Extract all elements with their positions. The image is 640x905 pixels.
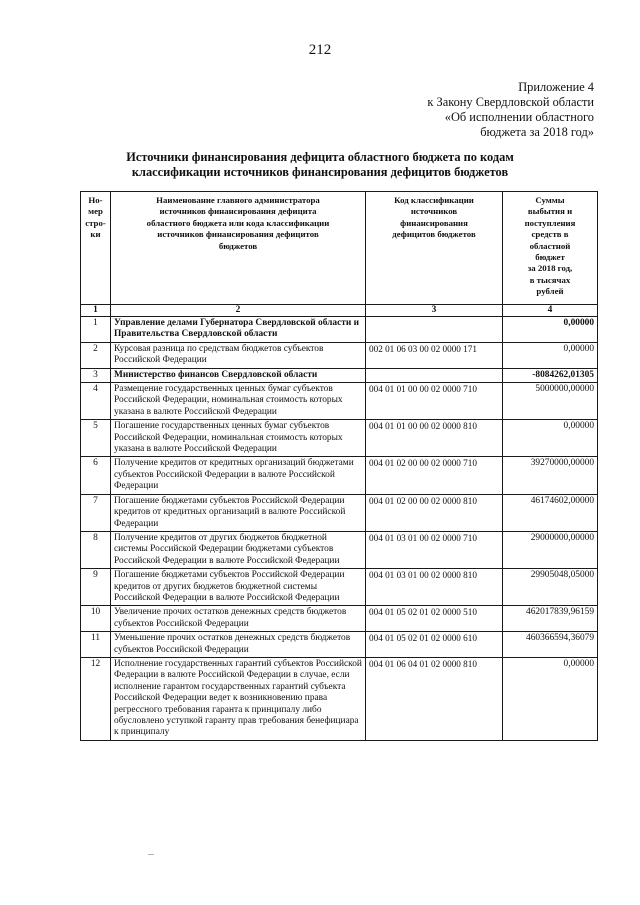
- row-name: Погашение государственных ценных бумаг субъектов Российской Федерации, номинальная стоимость которых указана в валюте Российской Федерации: [111, 420, 366, 457]
- row-number: 9: [81, 569, 111, 606]
- table-row: [81, 632, 598, 658]
- row-amount: 29000000,00000: [503, 531, 598, 568]
- header-row: [81, 192, 598, 305]
- row-code: 004 01 03 01 00 02 0000 810: [366, 569, 503, 606]
- row-number: 1: [81, 317, 111, 343]
- header-amount: Суммы выбытия и поступления средств в областной бюджет за 2018 год, в тысячах рублей: [503, 192, 598, 305]
- row-amount: 0,00000: [503, 657, 598, 740]
- row-number: 8: [81, 531, 111, 568]
- row-name: Получение кредитов от других бюджетов бюджетной системы Российской Федерации бюджетами субъектов Российской Федерации в валюте Российской Федерации: [111, 531, 366, 568]
- row-amount: 0,00000: [503, 420, 598, 457]
- row-code: 004 01 01 00 00 02 0000 810: [366, 420, 503, 457]
- table-row: [81, 531, 598, 568]
- table-row: [81, 342, 598, 368]
- header-number: Но- мер стро- ки: [81, 192, 111, 305]
- column-number-row: [81, 305, 598, 317]
- appendix-line: к Закону Свердловской области: [427, 95, 594, 109]
- row-code: 004 01 06 04 01 02 0000 810: [366, 657, 503, 740]
- appendix-note: [427, 80, 594, 140]
- row-name: Получение кредитов от кредитных организаций бюджетами субъектов Российской Федерации в валюте Российской Федерации: [111, 457, 366, 494]
- table-row: [81, 457, 598, 494]
- row-code: 004 01 05 02 01 02 0000 510: [366, 606, 503, 632]
- column-number: 3: [366, 305, 503, 317]
- table-row: [81, 383, 598, 420]
- column-number: 1: [81, 305, 111, 317]
- row-amount: 5000000,00000: [503, 383, 598, 420]
- table-row: [81, 494, 598, 531]
- row-amount: -8084262,01305: [503, 368, 598, 382]
- row-code: 004 01 01 00 00 02 0000 710: [366, 383, 503, 420]
- row-code: [366, 368, 503, 382]
- row-number: 6: [81, 457, 111, 494]
- row-amount: 39270000,00000: [503, 457, 598, 494]
- row-name: Управление делами Губернатора Свердловской области и Правительства Свердловской области: [111, 317, 366, 343]
- row-number: 12: [81, 657, 111, 740]
- appendix-line: бюджета за 2018 год»: [480, 125, 594, 139]
- row-code: 004 01 02 00 00 02 0000 810: [366, 494, 503, 531]
- title-line: Источники финансирования дефицита областного бюджета по кодам: [126, 150, 514, 164]
- row-number: 5: [81, 420, 111, 457]
- row-code: 004 01 02 00 00 02 0000 710: [366, 457, 503, 494]
- row-amount: 46174602,00000: [503, 494, 598, 531]
- header-code: Код классификации источников финансирования дефицитов бюджетов: [366, 192, 503, 305]
- row-number: 4: [81, 383, 111, 420]
- row-amount: 460366594,36079: [503, 632, 598, 658]
- row-amount: 462017839,96159: [503, 606, 598, 632]
- row-name: Исполнение государственных гарантий субъектов Российской Федерации в валюте Российской Федерации в случае, если исполнение гарантом государственных гарантий субъекта Российской Федерации ведет к возникновению права регрессного требования гаранта к принципалу либо обусловлено уступкой гаранту прав требования бенефициара к принципалу: [111, 657, 366, 740]
- row-name: Погашение бюджетами субъектов Российской Федерации кредитов от кредитных организаций в валюте Российской Федерации: [111, 494, 366, 531]
- row-number: 2: [81, 342, 111, 368]
- appendix-line: Приложение 4: [518, 80, 594, 94]
- scan-mark: [148, 854, 154, 855]
- row-name: Министерство финансов Свердловской области: [111, 368, 366, 382]
- row-amount: 29905048,05000: [503, 569, 598, 606]
- document-title: [60, 150, 580, 180]
- row-code: [366, 317, 503, 343]
- row-amount: 0,00000: [503, 342, 598, 368]
- title-line: классификации источников финансирования дефицитов бюджетов: [131, 165, 509, 179]
- row-code: 004 01 05 02 01 02 0000 610: [366, 632, 503, 658]
- row-code: 002 01 06 03 00 02 0000 171: [366, 342, 503, 368]
- appendix-line: «Об исполнении областного: [444, 110, 594, 124]
- table-row: [81, 569, 598, 606]
- table-row: [81, 657, 598, 740]
- row-name: Погашение бюджетами субъектов Российской Федерации кредитов от других бюджетов бюджетной системы Российской Федерации в валюте Российской Федерации: [111, 569, 366, 606]
- row-name: Увеличение прочих остатков денежных средств бюджетов субъектов Российской Федерации: [111, 606, 366, 632]
- row-number: 7: [81, 494, 111, 531]
- row-name: Уменьшение прочих остатков денежных средств бюджетов субъектов Российской Федерации: [111, 632, 366, 658]
- table-row: [81, 368, 598, 382]
- row-amount: 0,00000: [503, 317, 598, 343]
- row-number: 3: [81, 368, 111, 382]
- row-number: 11: [81, 632, 111, 658]
- row-number: 10: [81, 606, 111, 632]
- column-number: 2: [111, 305, 366, 317]
- table-row: [81, 420, 598, 457]
- column-number: 4: [503, 305, 598, 317]
- row-name: Курсовая разница по средствам бюджетов субъектов Российской Федерации: [111, 342, 366, 368]
- table-row: [81, 606, 598, 632]
- table-row: [81, 317, 598, 343]
- page-number: 212: [308, 42, 332, 58]
- row-name: Размещение государственных ценных бумаг субъектов Российской Федерации, номинальная стоимость которых указана в валюте Российской Федерации: [111, 383, 366, 420]
- financing-sources-table: [80, 191, 598, 741]
- header-name: Наименование главного администратора источников финансирования дефицита областного бюджета или кода классификации источников финансирования дефицитов бюджетов: [111, 192, 366, 305]
- row-code: 004 01 03 01 00 02 0000 710: [366, 531, 503, 568]
